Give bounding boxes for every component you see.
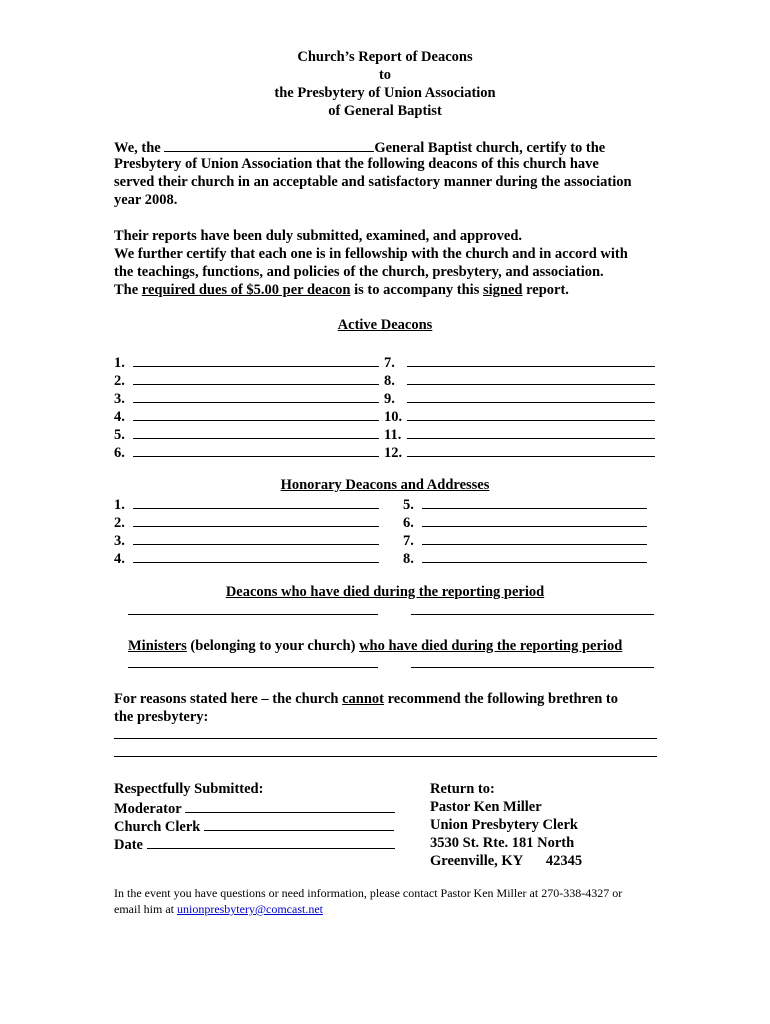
reports-line-3: the teachings, functions, and policies of the church, presbytery, and association. [114, 264, 604, 280]
honorary-deacons-heading [0, 476, 770, 494]
church-name-blank[interactable] [164, 137, 374, 152]
moderator-blank[interactable] [185, 798, 395, 813]
active-deacon-number: 4. [114, 409, 125, 425]
reasons-suffix: recommend the following brethren to [384, 691, 618, 707]
active-deacon-number: 9. [384, 391, 395, 407]
honorary-deacon-name-blank[interactable] [422, 530, 647, 545]
ministers-died-text: who have died during the reporting period [359, 638, 623, 654]
certify-line-1-rest: General Baptist church, certify to the [374, 140, 606, 156]
active-deacon-row-10 [384, 406, 655, 426]
honorary-deacon-number: 6. [403, 515, 414, 531]
reasons-line-2: the presbytery: [114, 709, 209, 725]
active-deacon-row-7 [384, 352, 655, 372]
honorary-deacon-name-blank[interactable] [422, 548, 647, 563]
honorary-deacon-name-blank[interactable] [133, 494, 379, 509]
honorary-deacon-name-blank[interactable] [422, 512, 647, 527]
active-deacon-name-blank[interactable] [133, 352, 379, 367]
active-deacon-number: 2. [114, 373, 125, 389]
active-deacon-row-9 [384, 388, 655, 408]
honorary-deacon-number: 5. [403, 497, 414, 513]
footer-line-1: In the event you have questions or need information, please contact Pastor Ken Miller at 270-338-4327 or [114, 886, 623, 900]
honorary-deacon-row-2 [114, 512, 379, 532]
date-blank[interactable] [147, 834, 395, 849]
active-deacon-row-3 [114, 388, 379, 408]
ministers-word: Ministers [128, 638, 187, 654]
reasons-prefix: For reasons stated here – the church [114, 691, 343, 707]
honorary-deacon-name-blank[interactable] [133, 512, 379, 527]
honorary-deacon-row-3 [114, 530, 379, 550]
active-deacon-number: 8. [384, 373, 395, 389]
active-deacon-number: 12. [384, 445, 403, 461]
active-deacon-name-blank[interactable] [407, 388, 655, 403]
honorary-deacon-number: 2. [114, 515, 125, 531]
active-deacons-heading-text: Active Deacons [337, 317, 433, 333]
active-deacon-name-blank[interactable] [133, 406, 379, 421]
active-deacon-name-blank[interactable] [407, 370, 655, 385]
moderator-row [114, 798, 395, 818]
active-deacon-number: 11. [384, 427, 402, 443]
title-line-2: to [378, 67, 392, 83]
active-deacon-name-blank[interactable] [407, 424, 655, 439]
active-deacon-number: 7. [384, 355, 395, 371]
dues-amount: required dues of $5.00 per deacon [141, 282, 351, 298]
honorary-deacon-name-blank[interactable] [133, 548, 379, 563]
active-deacon-name-blank[interactable] [133, 370, 379, 385]
footer-line-2 [114, 901, 674, 917]
active-deacons-heading [0, 316, 770, 334]
return-city: Greenville, KY [430, 853, 523, 869]
footer-email-prefix: email him at [114, 902, 177, 916]
clerk-blank[interactable] [204, 816, 394, 831]
return-city-line [430, 852, 582, 870]
honorary-deacon-row-8 [403, 548, 647, 568]
title-line-3: the Presbytery of Union Association [274, 85, 496, 101]
died-blank-right[interactable] [411, 614, 654, 615]
active-deacon-name-blank[interactable] [407, 442, 655, 457]
certify-line-3: served their church in an acceptable and satisfactory manner during the association [114, 174, 632, 190]
honorary-deacon-number: 4. [114, 551, 125, 567]
certify-line-1 [114, 137, 674, 157]
submitted-heading: Respectfully Submitted: [114, 781, 264, 797]
dues-suffix: report. [522, 282, 569, 298]
active-deacon-row-4 [114, 406, 379, 426]
dues-prefix: The [114, 282, 142, 298]
ministers-blank-right[interactable] [411, 667, 654, 668]
return-role: Union Presbytery Clerk [430, 817, 578, 833]
honorary-deacon-row-1 [114, 494, 379, 514]
honorary-deacon-row-5 [403, 494, 647, 514]
active-deacon-number: 3. [114, 391, 125, 407]
honorary-deacon-row-7 [403, 530, 647, 550]
died-blank-left[interactable] [128, 614, 378, 615]
honorary-deacon-number: 1. [114, 497, 125, 513]
ministers-blank-left[interactable] [128, 667, 378, 668]
active-deacon-name-blank[interactable] [407, 352, 655, 367]
honorary-deacon-number: 3. [114, 533, 125, 549]
honorary-deacon-name-blank[interactable] [422, 494, 647, 509]
contact-email-link[interactable]: unionpresbytery@comcast.net [176, 902, 323, 916]
reasons-line-1 [114, 690, 674, 708]
honorary-deacon-name-blank[interactable] [133, 530, 379, 545]
active-deacon-number: 1. [114, 355, 125, 371]
active-deacon-row-8 [384, 370, 655, 390]
honorary-deacon-row-6 [403, 512, 647, 532]
active-deacon-number: 6. [114, 445, 125, 461]
active-deacon-row-1 [114, 352, 379, 372]
we-the-label: We, the [114, 140, 161, 156]
active-deacon-row-6 [114, 442, 379, 462]
title-line-1: Church’s Report of Deacons [297, 49, 473, 65]
honorary-deacon-number: 7. [403, 533, 414, 549]
dues-mid: is to accompany this [350, 282, 483, 298]
reasons-cannot: cannot [342, 691, 384, 707]
honorary-deacon-row-4 [114, 548, 379, 568]
active-deacon-row-5 [114, 424, 379, 444]
certify-line-4: year 2008. [114, 192, 178, 208]
active-deacon-number: 10. [384, 409, 403, 425]
ministers-middle: (belonging to your church) [186, 638, 360, 654]
certify-line-2: Presbytery of Union Association that the following deacons of this church have [114, 156, 599, 172]
return-name: Pastor Ken Miller [430, 799, 542, 815]
died-heading-text: Deacons who have died during the reporting period [225, 584, 545, 600]
reasons-blank-1[interactable] [114, 738, 657, 739]
active-deacon-name-blank[interactable] [133, 442, 379, 457]
active-deacon-number: 5. [114, 427, 125, 443]
reports-line-1: Their reports have been duly submitted, examined, and approved. [114, 228, 523, 244]
active-deacon-row-11 [384, 424, 655, 444]
title-line-4: of General Baptist [328, 103, 442, 119]
active-deacon-name-blank[interactable] [133, 388, 379, 403]
return-zip: 42345 [545, 853, 583, 869]
dues-signed: signed [482, 282, 523, 298]
active-deacon-name-blank[interactable] [133, 424, 379, 439]
clerk-row [114, 816, 394, 836]
honorary-deacon-number: 8. [403, 551, 414, 567]
clerk-label: Church Clerk [114, 819, 201, 835]
dues-line [114, 281, 674, 299]
ministers-heading [128, 637, 622, 655]
active-deacon-row-2 [114, 370, 379, 390]
honorary-deacons-heading-text: Honorary Deacons and Addresses [280, 477, 490, 493]
reports-line-2: We further certify that each one is in fellowship with the church and in accord with [114, 246, 628, 262]
moderator-label: Moderator [114, 801, 182, 817]
died-heading [0, 583, 770, 601]
active-deacon-row-12 [384, 442, 655, 462]
active-deacon-name-blank[interactable] [407, 406, 655, 421]
return-street: 3530 St. Rte. 181 North [430, 835, 575, 851]
reasons-blank-2[interactable] [114, 756, 657, 757]
date-row [114, 834, 395, 854]
return-heading: Return to: [430, 781, 495, 797]
date-label: Date [114, 837, 143, 853]
